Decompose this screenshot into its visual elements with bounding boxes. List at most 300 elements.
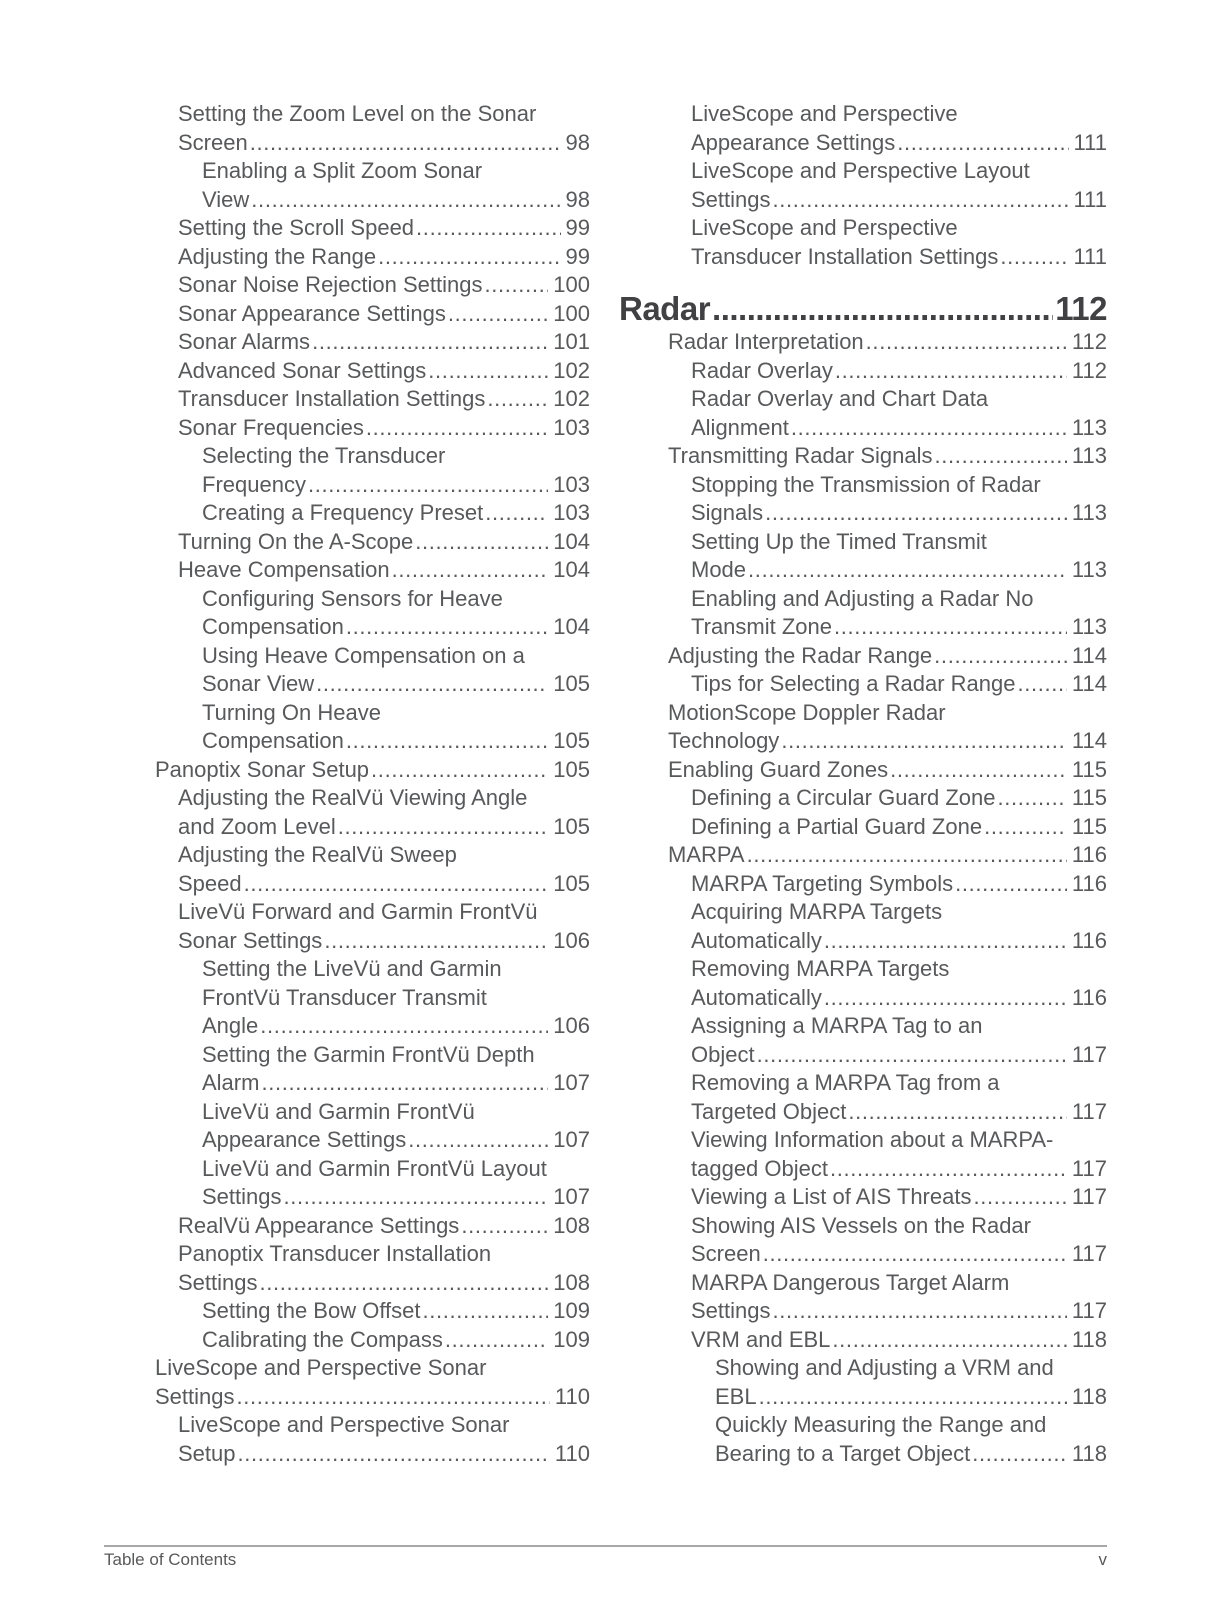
toc-page-number: 117	[1071, 1298, 1107, 1323]
toc-entry-line: Assigning a MARPA Tag to an	[691, 1013, 983, 1038]
toc-entry-lastline	[715, 1383, 1107, 1412]
toc-entry[interactable]	[106, 214, 590, 243]
toc-entry[interactable]	[106, 1240, 590, 1297]
toc-entry-lastline	[178, 813, 590, 842]
toc-entry[interactable]	[619, 784, 1107, 813]
toc-entry[interactable]	[106, 528, 590, 557]
toc-entry-text: Mode	[691, 557, 747, 582]
toc-entry[interactable]	[619, 756, 1107, 785]
toc-entry[interactable]	[106, 300, 590, 329]
toc-page-number: 112	[1071, 329, 1107, 354]
toc-entry-line: Configuring Sensors for Heave	[202, 585, 503, 611]
toc-page-number: 117	[1071, 1184, 1107, 1209]
toc-page-number: 108	[553, 1212, 590, 1238]
toc-entry-lastline	[178, 556, 590, 585]
toc-entry-text: Signals	[691, 500, 764, 525]
toc-column-right	[619, 100, 1107, 1468]
toc-entry-lastline	[691, 1326, 1107, 1355]
toc-chapter-entry[interactable]	[619, 289, 1107, 328]
toc-entry-text: Alarm	[202, 1070, 260, 1095]
toc-entry-line: Radar Overlay and Chart Data	[691, 386, 989, 411]
toc-entry-lastline	[202, 471, 590, 500]
toc-page-number: 115	[1071, 785, 1107, 810]
toc-entry-text: Setup	[178, 1440, 236, 1466]
toc-entry-text: Creating a Frequency Preset	[202, 500, 484, 525]
toc-entry[interactable]	[106, 243, 590, 272]
dot-leader	[445, 1326, 548, 1355]
toc-page-number: 118	[1071, 1383, 1107, 1409]
toc-entry-line: Panoptix Transducer Installation	[178, 1241, 492, 1266]
toc-entry-text: Settings	[691, 1298, 771, 1323]
toc-entry[interactable]	[106, 328, 590, 357]
toc-page-number: 112	[1055, 290, 1107, 327]
toc-entry[interactable]	[619, 1126, 1107, 1183]
toc-page-number: 114	[1071, 642, 1107, 668]
toc-entry-lastline	[691, 129, 1107, 158]
toc-page-number: 116	[1071, 842, 1107, 867]
dot-leader	[448, 300, 548, 329]
toc-entry[interactable]	[619, 328, 1107, 357]
toc-entry[interactable]	[619, 1012, 1107, 1069]
toc-entry-text: Transducer Installation Settings	[178, 386, 486, 411]
toc-page-number: 100	[553, 300, 590, 326]
toc-entry-text: tagged Object	[691, 1155, 828, 1181]
toc-page-number: 116	[1071, 927, 1107, 953]
dot-leader	[955, 870, 1067, 899]
toc-entry-line: Setting the LiveVü and Garmin	[202, 956, 502, 981]
toc-entry-line: Setting Up the Timed Transmit	[691, 528, 987, 554]
dot-leader	[260, 1012, 548, 1041]
toc-entry-line: Using Heave Compensation on a	[202, 642, 525, 668]
toc-entry-text: Settings	[691, 186, 771, 212]
dot-leader	[416, 214, 560, 243]
toc-entry[interactable]	[619, 841, 1107, 870]
toc-entry-text: Sonar View	[202, 671, 315, 696]
toc-entry[interactable]	[619, 1069, 1107, 1126]
dot-leader	[773, 1297, 1067, 1326]
toc-entry-text: Heave Compensation	[178, 557, 390, 582]
toc-page-number: 117	[1071, 1041, 1107, 1067]
dot-leader	[423, 1297, 549, 1326]
toc-entry-text: RealVü Appearance Settings	[178, 1212, 460, 1238]
toc-entry-line: Turning On Heave	[202, 699, 381, 725]
dot-leader	[866, 328, 1067, 357]
toc-entry-line: Setting the Garmin FrontVü Depth	[202, 1041, 535, 1067]
toc-entry[interactable]	[619, 471, 1107, 528]
toc-entry-lastline	[668, 727, 1107, 756]
dot-leader	[834, 613, 1067, 642]
toc-entry-text: Technology	[668, 728, 780, 753]
toc-entry[interactable]	[106, 414, 590, 443]
toc-entry-text: Defining a Partial Guard Zone	[691, 813, 983, 839]
toc-entry-lastline	[178, 1440, 590, 1469]
toc-entry-text: Setting the Scroll Speed	[178, 215, 415, 240]
toc-entry-text: Calibrating the Compass	[202, 1326, 443, 1352]
toc-page-number: 107	[553, 1184, 590, 1209]
dot-leader	[763, 1240, 1067, 1269]
toc-entry-line: Showing AIS Vessels on the Radar	[691, 1212, 1031, 1238]
toc-entry-line: Enabling a Split Zoom Sonar	[202, 158, 483, 183]
dot-leader	[747, 841, 1067, 870]
toc-entry-lastline	[178, 243, 590, 272]
toc-entry[interactable]	[106, 1297, 590, 1326]
footer-page-number: v	[1098, 1550, 1107, 1569]
toc-page-number: 101	[553, 329, 590, 354]
toc-entry-lastline	[691, 927, 1107, 956]
page-footer	[104, 1545, 1107, 1570]
dot-leader	[408, 1126, 548, 1155]
toc-entry-text: Screen	[691, 1241, 761, 1266]
toc-entry-line: Removing a MARPA Tag from a	[691, 1070, 1000, 1095]
toc-page-number: 100	[553, 272, 590, 297]
toc-entry-text: Settings	[178, 1269, 258, 1295]
dot-leader	[461, 1212, 548, 1241]
toc-entry-lastline	[178, 214, 590, 243]
toc-page-number: 98	[565, 129, 590, 155]
toc-entry-line: Stopping the Transmission of Radar	[691, 471, 1041, 497]
toc-entry[interactable]	[106, 556, 590, 585]
toc-entry-text: Appearance Settings	[202, 1127, 407, 1152]
toc-entry-lastline	[178, 328, 590, 357]
toc-page-number: 113	[1071, 443, 1107, 468]
toc-entry-lastline	[155, 756, 590, 785]
dot-leader	[244, 870, 549, 899]
toc-entry[interactable]	[106, 784, 590, 841]
toc-entry-line: Selecting the Transducer	[202, 443, 446, 468]
toc-page-number: 110	[554, 1440, 590, 1466]
toc-page-number: 102	[553, 386, 590, 411]
toc-entry-text: Adjusting the Range	[178, 243, 377, 269]
toc-entry-text: Angle	[202, 1013, 259, 1038]
dot-leader	[238, 1440, 550, 1469]
toc-page-number: 106	[553, 927, 590, 953]
toc-entry-text: Appearance Settings	[691, 129, 896, 155]
toc-entry[interactable]	[619, 642, 1107, 671]
toc-entry[interactable]	[619, 670, 1107, 699]
toc-entry[interactable]	[619, 157, 1107, 214]
toc-entry-text: View	[202, 186, 250, 212]
toc-column-left	[106, 100, 590, 1468]
toc-entry-lastline	[691, 1240, 1107, 1269]
toc-entry-lastline	[202, 1297, 590, 1326]
toc-entry[interactable]	[619, 1183, 1107, 1212]
toc-entry[interactable]	[619, 357, 1107, 386]
dot-leader	[712, 289, 1053, 328]
dot-leader	[378, 243, 560, 272]
toc-entry-lastline	[178, 385, 590, 414]
toc-entry[interactable]	[106, 699, 590, 756]
toc-page-number: 104	[553, 528, 590, 554]
toc-entry-line: Showing and Adjusting a VRM and	[715, 1355, 1054, 1380]
toc-entry[interactable]	[619, 528, 1107, 585]
toc-entry-text: Compensation	[202, 614, 344, 639]
dot-leader	[261, 1069, 548, 1098]
toc-entry-lastline	[691, 984, 1107, 1013]
toc-page-number: 116	[1071, 870, 1107, 896]
toc-page-number: 109	[553, 1298, 590, 1323]
toc-entry-text: Sonar Noise Rejection Settings	[178, 272, 483, 297]
dot-leader	[832, 1326, 1067, 1355]
dot-leader	[366, 414, 548, 443]
toc-page-number: 102	[553, 357, 590, 383]
toc-entry[interactable]	[106, 1041, 590, 1098]
toc-entry-text: Adjusting the Radar Range	[668, 642, 933, 668]
toc-page-number: 99	[565, 215, 590, 240]
toc-entry-lastline	[691, 670, 1107, 699]
dot-leader	[848, 1098, 1067, 1127]
toc-entry-lastline	[202, 186, 590, 215]
dot-leader	[835, 357, 1067, 386]
toc-entry[interactable]	[619, 100, 1107, 157]
dot-leader	[791, 414, 1067, 443]
toc-entry-line: Acquiring MARPA Targets	[691, 899, 943, 924]
toc-entry[interactable]	[106, 271, 590, 300]
toc-entry-lastline	[178, 528, 590, 557]
toc-entry[interactable]	[106, 1098, 590, 1155]
toc-entry-line: Setting the Zoom Level on the Sonar	[178, 101, 537, 126]
toc-entry-lastline	[202, 727, 590, 756]
dot-leader	[346, 727, 548, 756]
toc-entry[interactable]	[106, 357, 590, 386]
dot-leader	[897, 129, 1068, 158]
toc-entry-text: Sonar Settings	[178, 927, 323, 953]
toc-entry-lastline	[619, 289, 1107, 328]
toc-page-number: 118	[1071, 1440, 1107, 1466]
toc-entry-lastline	[202, 670, 590, 699]
toc-page-number: 111	[1073, 186, 1107, 212]
toc-entry[interactable]	[106, 157, 590, 214]
toc-entry-lastline	[155, 1383, 590, 1412]
toc-page-number: 115	[1071, 813, 1107, 839]
toc-entry-lastline	[178, 300, 590, 329]
toc-entry[interactable]	[619, 955, 1107, 1012]
dot-leader	[312, 328, 548, 357]
toc-page-number: 117	[1071, 1241, 1107, 1266]
toc-page-number: 105	[553, 728, 590, 753]
toc-entry-text: Enabling Guard Zones	[668, 756, 889, 782]
toc-page-number: 116	[1071, 984, 1107, 1010]
toc-page-number: 98	[565, 186, 590, 212]
toc-page-number: 114	[1071, 728, 1107, 753]
toc-entry-lastline	[202, 499, 590, 528]
toc-entry-lastline	[691, 243, 1107, 272]
dot-leader	[781, 727, 1067, 756]
toc-entry-lastline	[202, 1126, 590, 1155]
toc-entry-lastline	[668, 328, 1107, 357]
toc-entry-line: LiveScope and Perspective	[691, 215, 958, 240]
toc-page-number: 111	[1073, 243, 1107, 269]
dot-leader	[308, 471, 548, 500]
toc-entry[interactable]	[106, 642, 590, 699]
toc-page-number: 104	[553, 614, 590, 639]
dot-leader	[934, 642, 1067, 671]
toc-page-number: 105	[553, 756, 590, 782]
toc-entry-text: Radar Interpretation	[668, 329, 864, 354]
toc-page-number: 103	[553, 500, 590, 525]
toc-entry[interactable]	[619, 898, 1107, 955]
toc-entry-text: Viewing a List of AIS Threats	[691, 1184, 972, 1209]
dot-leader	[346, 613, 548, 642]
toc-entry-lastline	[202, 613, 590, 642]
toc-entry[interactable]	[106, 385, 590, 414]
toc-entry-lastline	[691, 357, 1107, 386]
toc-entry[interactable]	[106, 442, 590, 499]
toc-entry[interactable]	[106, 955, 590, 1041]
dot-leader	[972, 1440, 1067, 1469]
toc-entry[interactable]	[106, 1326, 590, 1355]
toc-entry-text: Turning On the A-Scope	[178, 528, 414, 554]
toc-entry-text: Radar	[619, 290, 711, 327]
dot-leader	[757, 1041, 1067, 1070]
toc-entry[interactable]	[106, 585, 590, 642]
footer-section-label: Table of Contents	[104, 1550, 237, 1569]
dot-leader	[824, 927, 1067, 956]
dot-leader	[973, 1183, 1066, 1212]
toc-page-number: 114	[1071, 671, 1107, 696]
toc-entry-lastline	[178, 129, 590, 158]
dot-leader	[338, 813, 549, 842]
dot-leader	[260, 1269, 549, 1298]
dot-leader	[1017, 670, 1066, 699]
toc-entry-text: Tips for Selecting a Radar Range	[691, 671, 1016, 696]
toc-page-number: 111	[1073, 129, 1107, 155]
toc-entry-lastline	[668, 442, 1107, 471]
dot-leader	[485, 271, 549, 300]
toc-entry[interactable]	[619, 1212, 1107, 1269]
toc-entry-lastline	[178, 1269, 590, 1298]
toc-entry-line: Adjusting the RealVü Viewing Angle	[178, 785, 528, 810]
toc-entry-lastline	[691, 1297, 1107, 1326]
toc-entry-lastline	[178, 1212, 590, 1241]
dot-leader	[984, 813, 1067, 842]
toc-page-number: 105	[553, 671, 590, 696]
toc-entry[interactable]	[619, 442, 1107, 471]
toc-page-number: 109	[553, 1326, 590, 1352]
toc-entry[interactable]	[106, 1155, 590, 1212]
dot-leader	[251, 186, 560, 215]
toc-page-number: 113	[1071, 500, 1107, 525]
toc-page-number: 113	[1071, 557, 1107, 582]
toc-entry[interactable]	[106, 100, 590, 157]
toc-entry-lastline	[691, 1041, 1107, 1070]
toc-entry-lastline	[668, 642, 1107, 671]
dot-leader	[250, 129, 561, 158]
toc-entry-text: Radar Overlay	[691, 357, 833, 383]
toc-entry-text: Transducer Installation Settings	[691, 243, 999, 269]
toc-entry-lastline	[178, 271, 590, 300]
dot-leader	[237, 1383, 550, 1412]
dot-leader	[935, 442, 1067, 471]
toc-entry-line: Removing MARPA Targets	[691, 956, 950, 981]
toc-entry-text: Automatically	[691, 984, 822, 1010]
toc-entry-lastline	[691, 186, 1107, 215]
toc-entry-lastline	[178, 357, 590, 386]
toc-entry[interactable]	[619, 870, 1107, 899]
toc-entry[interactable]	[619, 813, 1107, 842]
toc-page-number: 99	[565, 243, 590, 269]
toc-page-number: 115	[1071, 756, 1107, 782]
toc-entry-text: MARPA Targeting Symbols	[691, 870, 954, 896]
toc-entry-lastline	[691, 414, 1107, 443]
toc-entry-text: Object	[691, 1041, 755, 1067]
toc-page-number: 113	[1071, 614, 1107, 639]
toc-entry-text: Sonar Alarms	[178, 329, 311, 354]
toc-entry-line: LiveVü and Garmin FrontVü Layout	[202, 1155, 547, 1181]
toc-entry[interactable]	[619, 1354, 1107, 1411]
dot-leader	[759, 1383, 1067, 1412]
toc-entry-text: Automatically	[691, 927, 822, 953]
dot-leader	[830, 1155, 1067, 1184]
toc-entry-lastline	[691, 499, 1107, 528]
dot-leader	[773, 186, 1069, 215]
toc-entry-lastline	[691, 1155, 1107, 1184]
toc-entry-lastline	[691, 870, 1107, 899]
toc-page-number: 118	[1071, 1326, 1107, 1352]
toc-entry-line: LiveScope and Perspective Sonar	[178, 1412, 510, 1437]
toc-page-number: 110	[554, 1383, 590, 1409]
toc-entry[interactable]	[106, 841, 590, 898]
toc-entry-lastline	[202, 1326, 590, 1355]
toc-entry-lastline	[691, 1183, 1107, 1212]
toc-entry-line: Viewing Information about a MARPA-	[691, 1127, 1054, 1152]
toc-entry-text: Screen	[178, 129, 248, 155]
dot-leader	[997, 784, 1066, 813]
toc-page-number: 106	[553, 1013, 590, 1038]
toc-entry-text: Transmitting Radar Signals	[668, 443, 933, 468]
toc-entry[interactable]	[619, 585, 1107, 642]
dot-leader	[765, 499, 1067, 528]
toc-page-number: 105	[553, 870, 590, 896]
toc-entry[interactable]	[106, 1411, 590, 1468]
toc-entry[interactable]	[619, 214, 1107, 271]
toc-page-number: 103	[553, 471, 590, 497]
toc-entry-lastline	[178, 414, 590, 443]
toc-entry-lastline	[202, 1012, 590, 1041]
toc-entry[interactable]	[106, 1212, 590, 1241]
toc-entry[interactable]	[619, 1326, 1107, 1355]
toc-entry-lastline	[668, 841, 1107, 870]
toc-page-number: 117	[1071, 1098, 1107, 1124]
dot-leader	[371, 756, 548, 785]
toc-entry-text: Compensation	[202, 728, 344, 753]
toc-entry[interactable]	[106, 756, 590, 785]
toc-entry-text: Targeted Object	[691, 1098, 847, 1124]
toc-entry-lastline	[668, 756, 1107, 785]
dot-leader	[487, 385, 548, 414]
toc-entry-lastline	[691, 556, 1107, 585]
toc-entry-line: LiveScope and Perspective Layout	[691, 158, 1030, 183]
dot-leader	[428, 357, 548, 386]
dot-leader	[748, 556, 1067, 585]
toc-entry-text: Sonar Frequencies	[178, 414, 364, 440]
dot-leader	[324, 927, 548, 956]
dot-leader	[316, 670, 548, 699]
toc-entry[interactable]	[619, 1411, 1107, 1468]
toc-entry[interactable]	[106, 898, 590, 955]
toc-entry-text: Advanced Sonar Settings	[178, 357, 427, 383]
toc-entry[interactable]	[106, 1354, 590, 1411]
toc-entry[interactable]	[619, 385, 1107, 442]
toc-entry-lastline	[178, 927, 590, 956]
toc-entry-line: Enabling and Adjusting a Radar No	[691, 585, 1034, 611]
toc-entry[interactable]	[619, 1269, 1107, 1326]
dot-leader	[392, 556, 549, 585]
dot-leader	[415, 528, 548, 557]
toc-entry[interactable]	[619, 699, 1107, 756]
dot-leader	[485, 499, 548, 528]
toc-entry[interactable]	[106, 499, 590, 528]
toc-entry-line: MARPA Dangerous Target Alarm	[691, 1269, 1010, 1295]
